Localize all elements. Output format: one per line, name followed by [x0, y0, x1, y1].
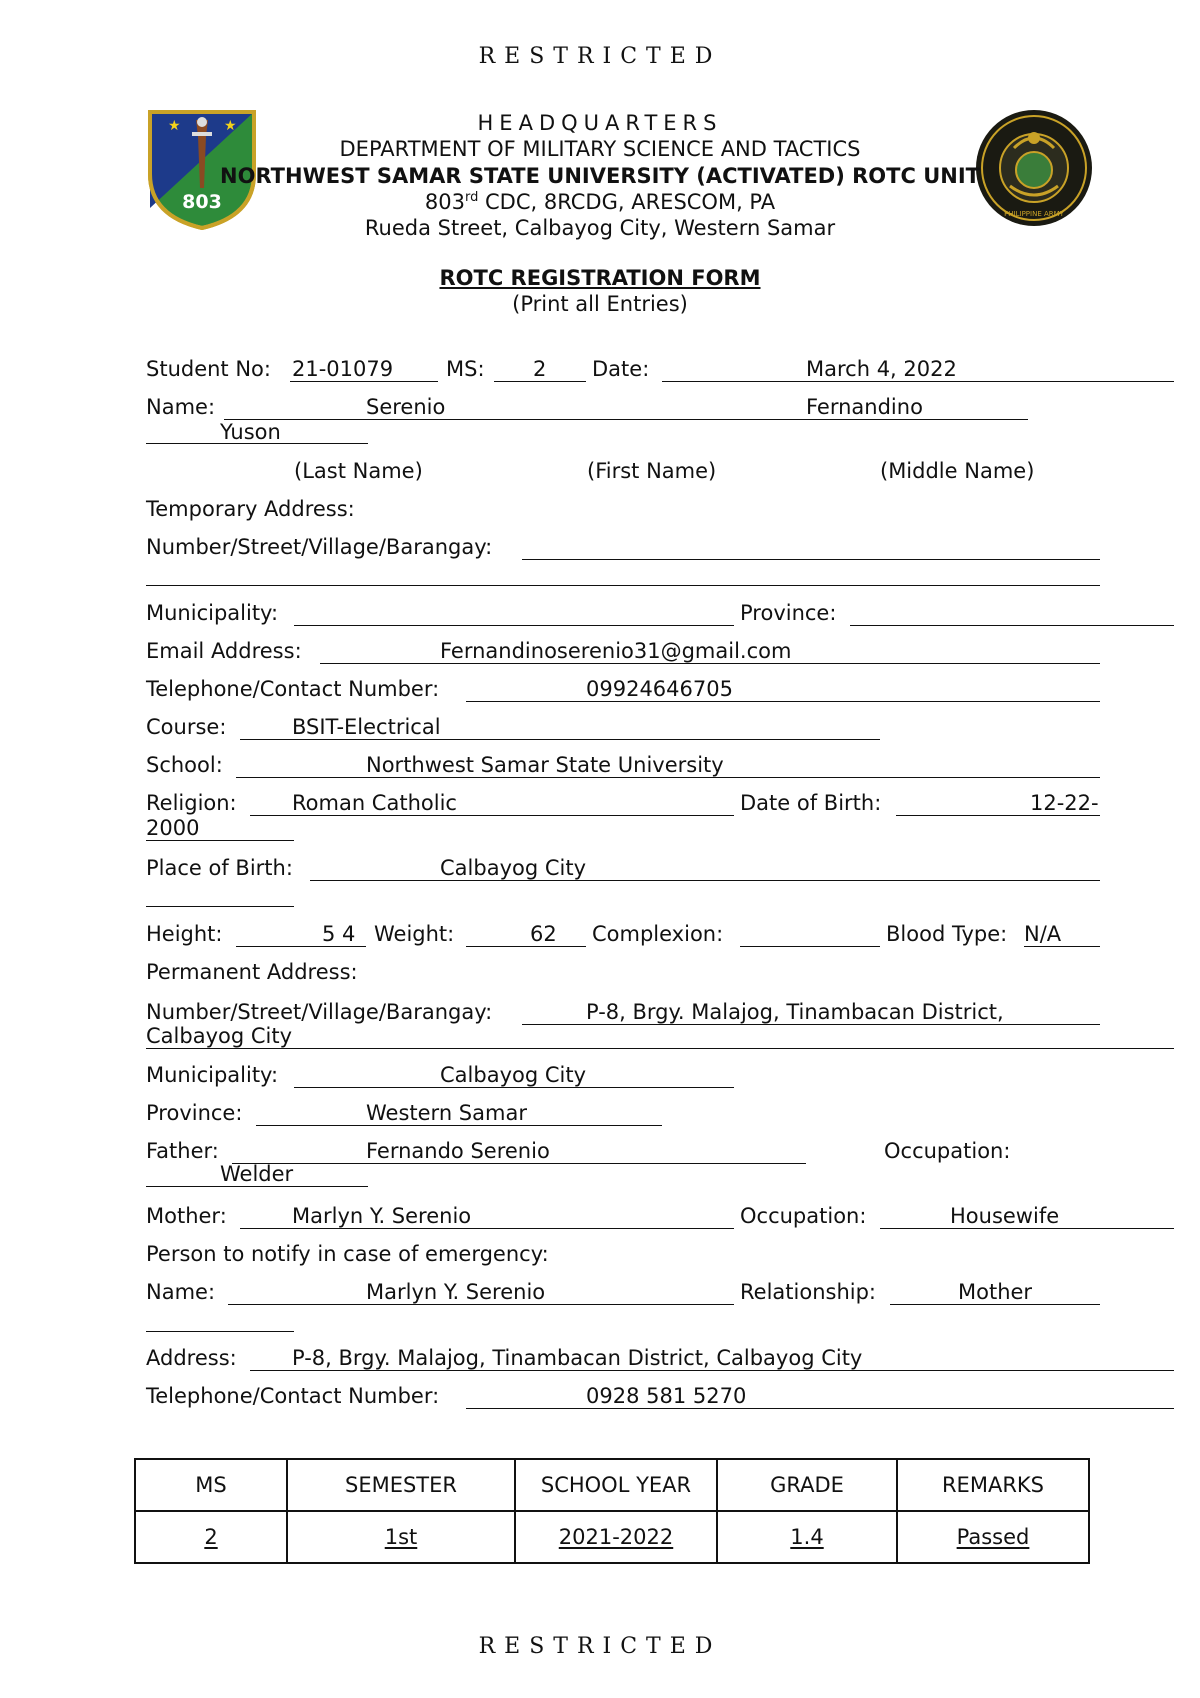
father-label: Father: — [146, 1139, 219, 1163]
header-semester: SEMESTER — [287, 1459, 515, 1511]
emergency-phone-value[interactable]: 0928 581 5270 — [586, 1384, 747, 1408]
unit-line: 803rd CDC, 8RCDG, ARESCOM, PA — [424, 189, 776, 214]
cell-semester[interactable]: 1st — [287, 1511, 515, 1563]
temp-province-label: Province: — [740, 601, 837, 625]
ms-label: MS: — [446, 357, 485, 381]
mother-value[interactable]: Marlyn Y. Serenio — [292, 1204, 472, 1228]
temp-street-field[interactable] — [522, 559, 1100, 560]
headquarters-title: HEADQUARTERS — [477, 111, 723, 135]
emergency-name-label: Name: — [146, 1280, 216, 1304]
cell-grade[interactable]: 1.4 — [717, 1511, 897, 1563]
student-no-label: Student No: — [146, 357, 271, 381]
perm-province-value[interactable]: Western Samar — [366, 1101, 527, 1125]
blood-type-label: Blood Type: — [886, 922, 1008, 946]
email-value[interactable]: Fernandinoserenio31@gmail.com — [440, 639, 792, 663]
first-name-caption: (First Name) — [587, 459, 717, 483]
email-label: Email Address: — [146, 639, 302, 663]
emergency-address-label: Address: — [146, 1346, 237, 1370]
complexion-field[interactable] — [740, 946, 880, 947]
department-line: DEPARTMENT OF MILITARY SCIENCE AND TACTICS — [339, 137, 861, 162]
header-remarks: REMARKS — [897, 1459, 1089, 1511]
ms-value[interactable]: 2 — [533, 357, 547, 381]
restricted-top: RESTRICTED — [478, 44, 722, 69]
weight-label: Weight: — [374, 922, 455, 946]
emergency-address-value[interactable]: P-8, Brgy. Malajog, Tinambacan District, Calbayog City — [292, 1346, 863, 1370]
school-value[interactable]: Northwest Samar State University — [366, 753, 724, 777]
temp-municipality-field[interactable] — [294, 625, 734, 626]
seal-bottom-text: PHILIPPINE ARMY — [1004, 210, 1064, 218]
grades-table — [134, 1458, 1090, 1564]
restricted-bottom: RESTRICTED — [478, 1634, 722, 1659]
middle-name-caption: (Middle Name) — [880, 459, 1035, 483]
pob-value[interactable]: Calbayog City — [440, 856, 587, 880]
last-name-value[interactable]: Serenio — [366, 395, 446, 419]
course-value[interactable]: BSIT-Electrical — [292, 715, 441, 739]
school-label: School: — [146, 753, 223, 777]
father-value[interactable]: Fernando Serenio — [366, 1139, 550, 1163]
temp-street-label: Number/Street/Village/Barangay: — [146, 535, 493, 559]
header-ms: MS — [135, 1459, 287, 1511]
mother-occupation-value[interactable]: Housewife — [950, 1204, 1060, 1228]
height-label: Height: — [146, 922, 223, 946]
temp-municipality-label: Municipality: — [146, 601, 279, 625]
emergency-name-value[interactable]: Marlyn Y. Serenio — [366, 1280, 546, 1304]
course-label: Course: — [146, 715, 227, 739]
name-label: Name: — [146, 395, 216, 419]
perm-municipality-value[interactable]: Calbayog City — [440, 1063, 587, 1087]
perm-municipality-label: Municipality: — [146, 1063, 279, 1087]
blood-type-value[interactable]: N/A — [1024, 922, 1062, 946]
emergency-label: Person to notify in case of emergency: — [146, 1242, 549, 1266]
last-name-caption: (Last Name) — [294, 459, 423, 483]
cell-remarks[interactable]: Passed — [897, 1511, 1089, 1563]
weight-value[interactable]: 62 — [530, 922, 557, 946]
temp-street-field-2[interactable] — [146, 585, 1100, 586]
dob-label: Date of Birth: — [740, 791, 882, 815]
father-occupation-value[interactable]: Welder — [220, 1162, 294, 1186]
svg-text:★: ★ — [224, 118, 237, 134]
header-school-year: SCHOOL YEAR — [515, 1459, 717, 1511]
temporary-address-label: Temporary Address: — [146, 497, 355, 521]
perm-street-label: Number/Street/Village/Barangay: — [146, 1000, 493, 1024]
relationship-value[interactable]: Mother — [958, 1280, 1033, 1304]
cell-ms[interactable]: 2 — [135, 1511, 287, 1563]
perm-street-value-a[interactable]: P-8, Brgy. Malajog, Tinambacan District, — [586, 1000, 1004, 1024]
dob-value-a[interactable]: 12-22- — [1030, 791, 1099, 815]
address-line: Rueda Street, Calbayog City, Western Samar — [364, 216, 836, 240]
father-occupation-label: Occupation: — [884, 1139, 1011, 1163]
phone-label: Telephone/Contact Number: — [146, 677, 440, 701]
height-value[interactable]: 5 4 — [322, 922, 356, 946]
relationship-label: Relationship: — [740, 1280, 876, 1304]
middle-name-value[interactable]: Yuson — [220, 420, 281, 444]
permanent-address-label: Permanent Address: — [146, 960, 358, 984]
perm-province-label: Province: — [146, 1101, 243, 1125]
student-no-value[interactable]: 21-01079 — [292, 357, 394, 381]
complexion-label: Complexion: — [592, 922, 724, 946]
temp-province-field[interactable] — [850, 625, 1174, 626]
header-block — [0, 110, 1200, 241]
religion-label: Religion: — [146, 791, 237, 815]
shield-number: 803 — [182, 191, 222, 213]
cell-school-year[interactable]: 2021-2022 — [515, 1511, 717, 1563]
date-value[interactable]: March 4, 2022 — [806, 357, 957, 381]
phone-value[interactable]: 09924646705 — [586, 677, 733, 701]
religion-value[interactable]: Roman Catholic — [292, 791, 457, 815]
form-subtitle: (Print all Entries) — [512, 292, 688, 316]
perm-street-value-b[interactable]: Calbayog City — [146, 1024, 293, 1048]
form-title: ROTC REGISTRATION FORM — [439, 266, 761, 290]
header-grade: GRADE — [717, 1459, 897, 1511]
mother-occupation-label: Occupation: — [740, 1204, 867, 1228]
mother-label: Mother: — [146, 1204, 227, 1228]
svg-text:★: ★ — [168, 118, 181, 134]
date-label: Date: — [592, 357, 650, 381]
grades-header-row — [135, 1459, 1089, 1511]
first-name-value[interactable]: Fernandino — [806, 395, 923, 419]
table-row — [135, 1511, 1089, 1563]
university-line: NORTHWEST SAMAR STATE UNIVERSITY (ACTIVATED) ROTC UNIT — [220, 163, 980, 188]
pob-label: Place of Birth: — [146, 856, 293, 880]
dob-value-b[interactable]: 2000 — [146, 816, 200, 840]
emergency-phone-label: Telephone/Contact Number: — [146, 1384, 440, 1408]
